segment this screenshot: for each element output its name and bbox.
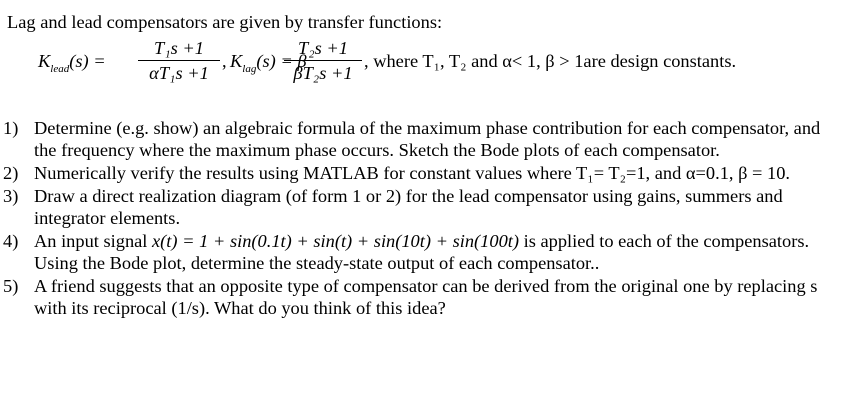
question-item xyxy=(0,185,840,229)
question-text-before: An input signal xyxy=(34,231,148,251)
question-text: A friend suggests that an opposite type of compensator can be derived from the original one by replacing s with its reciprocal (1/s). What do you think of this idea? xyxy=(34,276,818,318)
lag-fraction: T₂s +1 βT₂s +1 xyxy=(284,37,362,84)
question-number: 4) xyxy=(3,231,19,251)
input-signal-formula: x(t) = 1 + sin(0.1t) + sin(t) + sin(10t) + sin(100t) xyxy=(152,231,520,251)
question-list xyxy=(0,117,840,320)
intro-text: Lag and lead compensators are given by transfer functions: xyxy=(7,12,443,32)
question-text: Determine (e.g. show) an algebraic formula of the maximum phase contribution for each compensator, and the frequency where the maximum phase occurs. Sketch the Bode plots of each compensator. xyxy=(34,118,821,160)
question-item xyxy=(0,117,840,161)
question-number: 2) xyxy=(3,163,19,183)
question-text: Draw a direct realization diagram (of form 1 or 2) for the lead compensator using gains, summers and integrator elements. xyxy=(34,186,783,228)
k-lead-expression: $K_{lead}(s)$ = xyxy=(38,51,106,75)
question-text-after: is applied to each of the compensators. Using the Bode plot, determine the steady-state output of each compensator.. xyxy=(34,231,810,273)
question-item xyxy=(0,230,840,274)
question-number: 1) xyxy=(3,118,19,138)
question-item xyxy=(0,275,840,319)
question-item xyxy=(0,162,840,184)
comma-separator: , xyxy=(222,51,227,71)
lead-fraction: T₁s +1 αT₁s +1 xyxy=(138,37,220,84)
question-number: 5) xyxy=(3,276,19,296)
design-constants-text: , where T₁, T₂ and α< 1, β > 1are design constants. xyxy=(364,51,737,71)
question-number: 3) xyxy=(3,186,19,206)
transfer-function-formulas xyxy=(38,33,838,89)
k-lag-expression: $K_{lag}(s) = \beta$ xyxy=(230,51,307,75)
question-text: Numerically verify the results using MATLAB for constant values where T₁= T₂=1, and α=0.1, β = 10. xyxy=(34,163,790,183)
